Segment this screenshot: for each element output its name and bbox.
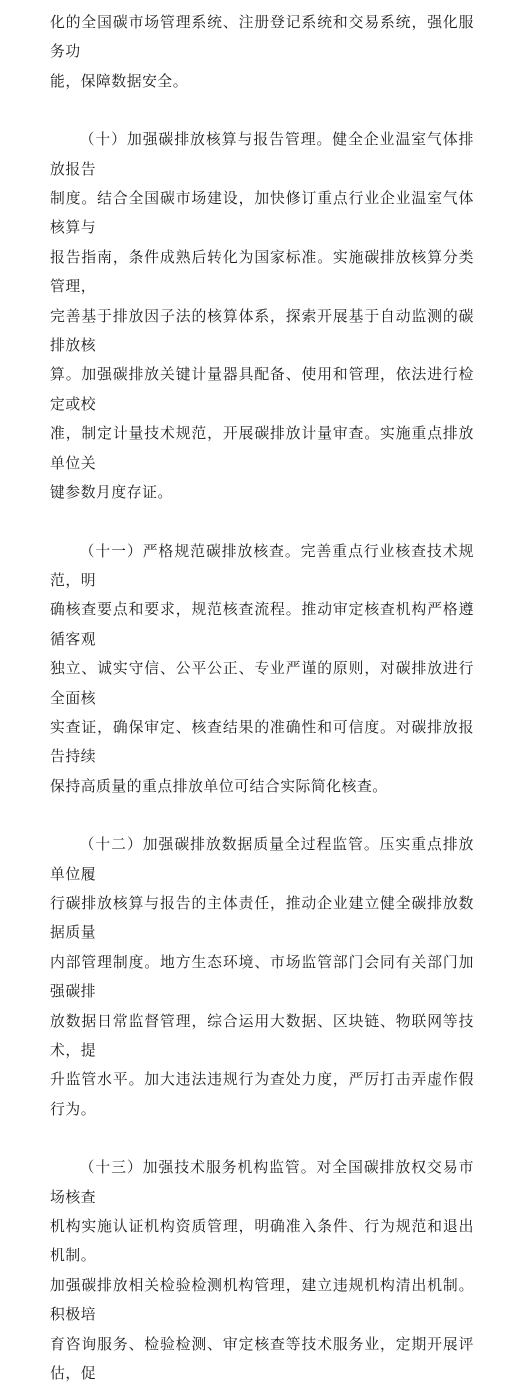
text-line: 行碳排放核算与报告的主体责任，推动企业建立健全碳排放数据质量 — [50, 894, 474, 942]
text-line: 化的全国碳市场管理系统、注册登记系统和交易系统，强化服务功 — [50, 14, 474, 61]
text-line: 确核查要点和要求，规范核查流程。推动审定核查机构严格遵循客观 — [50, 601, 474, 648]
paragraph-item-11 — [50, 537, 474, 802]
text-line: 能，保障数据安全。 — [50, 72, 189, 90]
text-line: 放数据日常监督管理，综合运用大数据、区块链、物联网等技术，提 — [50, 1012, 474, 1059]
paragraph-gap — [50, 801, 474, 830]
text-line: 育咨询服务、检验检测、审定核查等技术服务业，定期开展评估，促 — [50, 1335, 474, 1383]
text-line: （十）加强碳排放核算与报告管理。健全企业温室气体排放报告 — [50, 131, 474, 178]
text-line: 保持高质量的重点排放单位可结合实际简化核查。 — [50, 777, 388, 795]
paragraph-item-13 — [50, 1153, 474, 1388]
paragraph-gap — [50, 96, 474, 125]
text-line: 独立、诚实守信、公平公正、专业严谨的原则，对碳排放进行全面核 — [50, 660, 474, 707]
text-line: 内部管理制度。地方生态环境、市场监管部门会同有关部门加强碳排 — [50, 953, 474, 1001]
text-line: 加强碳排放相关检验检测机构管理，建立违规机构清出机制。积极培 — [50, 1276, 474, 1324]
paragraph-gap — [50, 508, 474, 537]
text-line: 准，制定计量技术规范，开展碳排放计量审查。实施重点排放单位关 — [50, 425, 474, 472]
text-line: （十二）加强碳排放数据质量全过程监管。压实重点排放单位履 — [50, 836, 474, 883]
text-line: 报告指南，条件成熟后转化为国家标准。实施碳排放核算分类管理， — [50, 248, 474, 296]
paragraph-gap — [50, 1124, 474, 1153]
paragraph-item-10 — [50, 125, 474, 507]
text-line: 完善基于排放因子法的核算体系，探索开展基于自动监测的碳排放核 — [50, 307, 474, 355]
paragraph-item-12 — [50, 830, 474, 1124]
paragraph-continuation — [50, 8, 474, 96]
document-page — [50, 8, 474, 1388]
text-line: 键参数月度存证。 — [50, 484, 173, 502]
text-line: 实查证，确保审定、核查结果的准确性和可信度。对碳排放报告持续 — [50, 718, 474, 766]
text-line: （十三）加强技术服务机构监管。对全国碳排放权交易市场核查 — [50, 1159, 474, 1206]
text-line: 制度。结合全国碳市场建设，加快修订重点行业企业温室气体核算与 — [50, 190, 474, 237]
text-line: 机构实施认证机构资质管理，明确准入条件、行为规范和退出机制。 — [50, 1218, 474, 1265]
text-line: 算。加强碳排放关键计量器具配备、使用和管理，依法进行检定或校 — [50, 366, 474, 413]
text-line: （十一）严格规范碳排放核查。完善重点行业核查技术规范，明 — [50, 542, 474, 589]
text-line: 升监管水平。加大违法违规行为查处力度，严厉打击弄虚作假行为。 — [50, 1071, 474, 1118]
